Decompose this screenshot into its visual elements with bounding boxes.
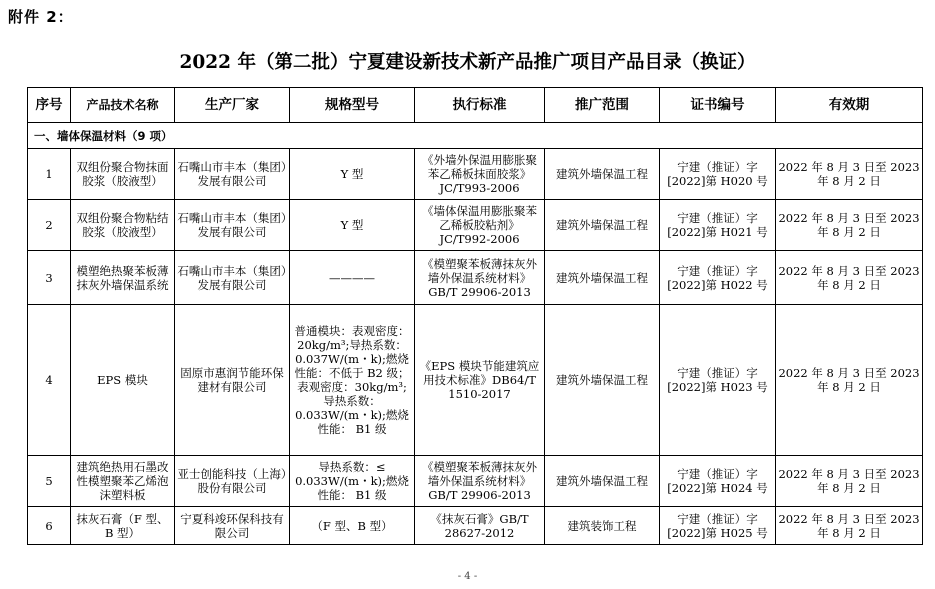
table-row bbox=[28, 507, 923, 545]
cell-standard: 《模塑聚苯板薄抹灰外墙外保温系统材料》GB/T 29906-2013 bbox=[415, 251, 545, 305]
cell-name: 双组份聚合物抹面胶浆（胶液型） bbox=[71, 149, 175, 200]
col-header-name: 产品技术名称 bbox=[71, 88, 175, 123]
cell-no: 4 bbox=[28, 305, 71, 456]
cell-valid: 2022 年 8 月 3 日至 2023 年 8 月 2 日 bbox=[776, 251, 923, 305]
cell-spec: （F 型、B 型） bbox=[290, 507, 415, 545]
cell-scope: 建筑外墙保温工程 bbox=[545, 456, 660, 507]
table-row bbox=[28, 251, 923, 305]
table-row bbox=[28, 456, 923, 507]
cell-name: 建筑绝热用石墨改性模塑聚苯乙烯泡沫塑料板 bbox=[71, 456, 175, 507]
section-title: 一、墙体保温材料（9 项） bbox=[28, 123, 923, 149]
cell-maker: 固原市惠润节能环保建材有限公司 bbox=[175, 305, 290, 456]
cell-spec: Y 型 bbox=[290, 149, 415, 200]
cell-maker: 宁夏科竣环保科技有限公司 bbox=[175, 507, 290, 545]
cell-cert: 宁建（推证）字[2022]第 H021 号 bbox=[660, 200, 776, 251]
cell-scope: 建筑外墙保温工程 bbox=[545, 251, 660, 305]
cell-valid: 2022 年 8 月 3 日至 2023 年 8 月 2 日 bbox=[776, 200, 923, 251]
cell-maker: 石嘴山市丰本（集团）发展有限公司 bbox=[175, 200, 290, 251]
col-header-no: 序号 bbox=[28, 88, 71, 123]
cell-standard: 《EPS 模块节能建筑应用技术标准》DB64/T 1510-2017 bbox=[415, 305, 545, 456]
cell-cert: 宁建（推证）字[2022]第 H023 号 bbox=[660, 305, 776, 456]
col-header-maker: 生产厂家 bbox=[175, 88, 290, 123]
col-header-standard: 执行标准 bbox=[415, 88, 545, 123]
cell-spec: 普通模块：表观密度：20kg/m³;导热系数：0.037W/(m・k);燃烧性能：不低于 B2 级；表观密度：30kg/m³;导热系数：0.033W/(m・k);燃烧性能： B1 级 bbox=[290, 305, 415, 456]
cell-spec: ———— bbox=[290, 251, 415, 305]
cell-cert: 宁建（推证）字[2022]第 H022 号 bbox=[660, 251, 776, 305]
section-row bbox=[28, 123, 923, 149]
cell-maker: 石嘴山市丰本（集团）发展有限公司 bbox=[175, 149, 290, 200]
cell-standard: 《抹灰石膏》GB/T 28627-2012 bbox=[415, 507, 545, 545]
cell-standard: 《外墙外保温用膨胀聚苯乙稀板抹面胶浆》JC/T993-2006 bbox=[415, 149, 545, 200]
page-number: - 4 - bbox=[457, 571, 478, 582]
attachment-label: 附件 2： bbox=[8, 8, 74, 26]
cell-maker: 石嘴山市丰本（集团）发展有限公司 bbox=[175, 251, 290, 305]
table-row bbox=[28, 149, 923, 200]
cell-no: 5 bbox=[28, 456, 71, 507]
cell-name: 抹灰石膏（F 型、B 型） bbox=[71, 507, 175, 545]
document-title: 2022 年（第二批）宁夏建设新技术新产品推广项目产品目录（换证） bbox=[179, 52, 756, 73]
cell-no: 1 bbox=[28, 149, 71, 200]
table-row bbox=[28, 200, 923, 251]
cell-valid: 2022 年 8 月 3 日至 2023 年 8 月 2 日 bbox=[776, 305, 923, 456]
table-row bbox=[28, 305, 923, 456]
cell-cert: 宁建（推证）字[2022]第 H024 号 bbox=[660, 456, 776, 507]
cell-valid: 2022 年 8 月 3 日至 2023 年 8 月 2 日 bbox=[776, 507, 923, 545]
cell-name: 双组份聚合物粘结胶浆（胶液型） bbox=[71, 200, 175, 251]
cell-spec: 导热系数：≤ 0.033W/(m・k);燃烧性能： B1 级 bbox=[290, 456, 415, 507]
cell-cert: 宁建（推证）字[2022]第 H020 号 bbox=[660, 149, 776, 200]
col-header-valid: 有效期 bbox=[776, 88, 923, 123]
col-header-scope: 推广范围 bbox=[545, 88, 660, 123]
cell-scope: 建筑外墙保温工程 bbox=[545, 305, 660, 456]
cell-no: 3 bbox=[28, 251, 71, 305]
cell-maker: 亚士创能科技（上海）股份有限公司 bbox=[175, 456, 290, 507]
cell-standard: 《墙体保温用膨胀聚苯乙稀板胶粘剂》JC/T992-2006 bbox=[415, 200, 545, 251]
cell-scope: 建筑装饰工程 bbox=[545, 507, 660, 545]
cell-cert: 宁建（推证）字[2022]第 H025 号 bbox=[660, 507, 776, 545]
product-catalog-table bbox=[27, 87, 923, 545]
cell-valid: 2022 年 8 月 3 日至 2023 年 8 月 2 日 bbox=[776, 456, 923, 507]
cell-scope: 建筑外墙保温工程 bbox=[545, 149, 660, 200]
cell-name: EPS 模块 bbox=[71, 305, 175, 456]
cell-no: 6 bbox=[28, 507, 71, 545]
header-row bbox=[28, 88, 923, 123]
col-header-spec: 规格型号 bbox=[290, 88, 415, 123]
cell-standard: 《模塑聚苯板薄抹灰外墙外保温系统材料》GB/T 29906-2013 bbox=[415, 456, 545, 507]
cell-scope: 建筑外墙保温工程 bbox=[545, 200, 660, 251]
col-header-cert: 证书编号 bbox=[660, 88, 776, 123]
cell-spec: Y 型 bbox=[290, 200, 415, 251]
cell-no: 2 bbox=[28, 200, 71, 251]
cell-valid: 2022 年 8 月 3 日至 2023 年 8 月 2 日 bbox=[776, 149, 923, 200]
cell-name: 模塑绝热聚苯板薄抹灰外墙保温系统 bbox=[71, 251, 175, 305]
